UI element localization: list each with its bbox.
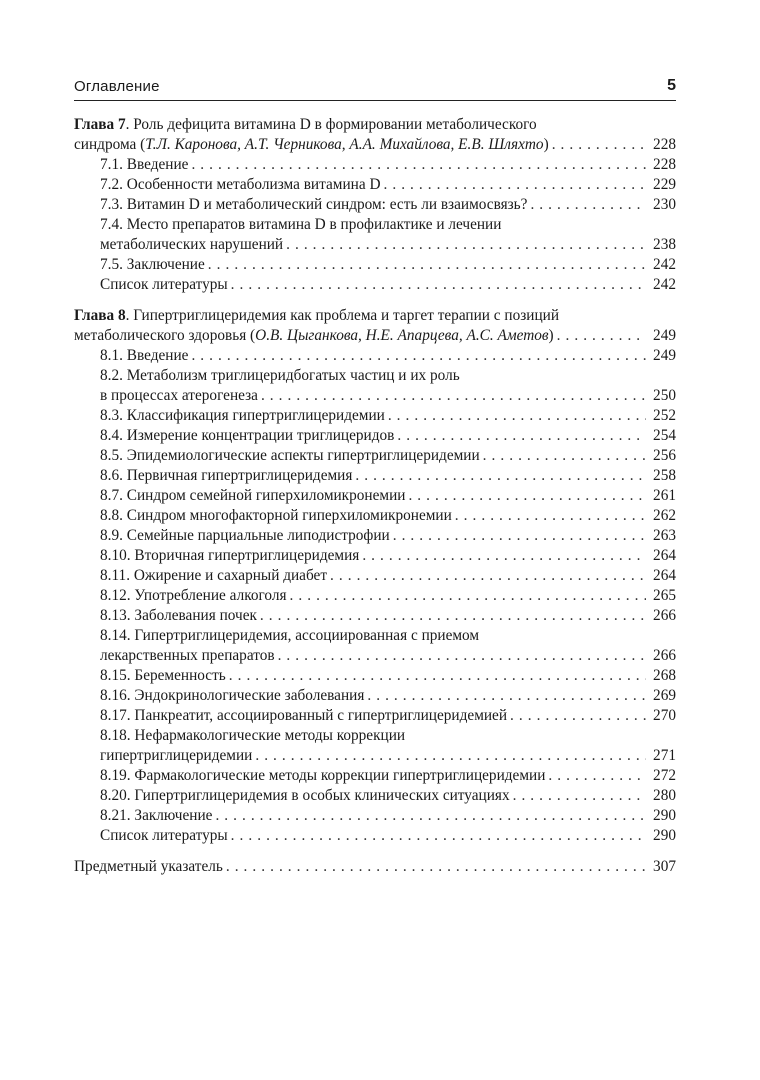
entry-title: 8.16. Эндокринологические заболевания bbox=[100, 687, 365, 704]
page-number: 229 bbox=[653, 176, 676, 193]
entry-title-line2: лекарственных препаратов bbox=[100, 647, 275, 664]
page-number: 242 bbox=[653, 276, 676, 293]
toc-entry[interactable] bbox=[74, 446, 676, 466]
toc-entry[interactable] bbox=[74, 806, 676, 826]
page-number: 266 bbox=[653, 647, 676, 664]
toc-entry[interactable] bbox=[74, 486, 676, 506]
toc-entry[interactable] bbox=[74, 426, 676, 446]
entry-title: Список литературы bbox=[100, 827, 228, 844]
page-number: 290 bbox=[653, 827, 676, 844]
chapter-label: Глава 7 bbox=[74, 116, 126, 133]
page-number: 249 bbox=[653, 347, 676, 364]
dot-leader bbox=[548, 766, 646, 786]
dot-leader bbox=[408, 486, 646, 506]
page-number: 256 bbox=[653, 447, 676, 464]
entry-title: 7.1. Введение bbox=[100, 156, 189, 173]
entry-title: 8.5. Эпидемиологические аспекты гипертриглицеридемии bbox=[100, 447, 480, 464]
dot-leader bbox=[231, 275, 646, 295]
toc-entry[interactable] bbox=[74, 786, 676, 806]
page-number: 307 bbox=[653, 858, 676, 875]
dot-leader bbox=[191, 346, 646, 366]
toc-entry[interactable] bbox=[74, 586, 676, 606]
entry-title: 8.20. Гипертриглицеридемия в особых клинических ситуациях bbox=[100, 787, 510, 804]
chapter-title-end: ) bbox=[543, 136, 549, 153]
header-title: Оглавление bbox=[74, 78, 160, 95]
entry-title: 8.12. Употребление алкоголя bbox=[100, 587, 287, 604]
dot-leader bbox=[393, 526, 646, 546]
entry-title: 8.15. Беременность bbox=[100, 667, 226, 684]
entry-title-line1: 8.2. Метаболизм триглицеридбогатых частиц и их роль bbox=[100, 367, 460, 384]
toc-entry[interactable] bbox=[74, 346, 676, 366]
toc-entry[interactable] bbox=[74, 466, 676, 486]
toc-entry[interactable] bbox=[74, 215, 676, 255]
chapter-label: Глава 8 bbox=[74, 307, 126, 324]
dot-leader bbox=[552, 135, 646, 155]
chapter-title-line2: метаболического здоровья ( bbox=[74, 327, 256, 344]
entry-title: 8.17. Панкреатит, ассоциированный с гипертриглицеридемией bbox=[100, 707, 508, 724]
page-number: 269 bbox=[653, 687, 676, 704]
dot-leader bbox=[483, 446, 646, 466]
toc-entry[interactable] bbox=[74, 255, 676, 275]
entry-title: 7.2. Особенности метаболизма витамина D bbox=[100, 176, 381, 193]
entry-title-line1: 8.18. Нефармакологические методы коррекции bbox=[100, 727, 406, 744]
entry-title: 8.1. Введение bbox=[100, 347, 189, 364]
dot-leader bbox=[384, 175, 647, 195]
entry-title: 8.8. Синдром многофакторной гиперхиломикронемии bbox=[100, 507, 452, 524]
entry-title: 7.5. Заключение bbox=[100, 256, 205, 273]
dot-leader bbox=[260, 606, 646, 626]
header-page-number: 5 bbox=[667, 77, 676, 94]
header-rule bbox=[74, 100, 676, 101]
toc-entry-references[interactable] bbox=[74, 826, 676, 846]
dot-leader bbox=[191, 155, 646, 175]
toc-entry[interactable] bbox=[74, 566, 676, 586]
entry-title: 8.6. Первичная гипертриглицеридемия bbox=[100, 467, 353, 484]
entry-title: 7.3. Витамин D и метаболический синдром: есть ли взаимосвязь? bbox=[100, 196, 528, 213]
dot-leader bbox=[362, 546, 646, 566]
entry-title: 8.9. Семейные парциальные липодистрофии bbox=[100, 527, 390, 544]
dot-leader bbox=[261, 386, 646, 406]
entry-title-line2: в процессах атерогенеза bbox=[100, 387, 258, 404]
entry-title: 8.13. Заболевания почек bbox=[100, 607, 257, 624]
page-number: 263 bbox=[653, 527, 676, 544]
page-number: 249 bbox=[653, 327, 676, 344]
entry-title: 8.3. Классификация гипертриглицеридемии bbox=[100, 407, 385, 424]
toc-entry[interactable] bbox=[74, 526, 676, 546]
page-number: 264 bbox=[653, 567, 676, 584]
toc-entry[interactable] bbox=[74, 686, 676, 706]
dot-leader bbox=[397, 426, 646, 446]
toc-chapter-7[interactable] bbox=[74, 115, 676, 155]
chapter-authors: Т.Л. Каронова, А.Т. Черникова, А.А. Михайлова, Е.В. Шляхто bbox=[145, 136, 544, 153]
toc-entry[interactable] bbox=[74, 766, 676, 786]
page-number: 228 bbox=[653, 136, 676, 153]
chapter-title-line1: . Гипертриглицеридемия как проблема и таргет терапии с позиций bbox=[125, 307, 560, 324]
page-number: 266 bbox=[653, 607, 676, 624]
page-number: 280 bbox=[653, 787, 676, 804]
toc-entry[interactable] bbox=[74, 175, 676, 195]
entry-title: 8.4. Измерение концентрации триглицеридов bbox=[100, 427, 395, 444]
page-number: 250 bbox=[653, 387, 676, 404]
toc-entry[interactable] bbox=[74, 195, 676, 215]
page-number: 268 bbox=[653, 667, 676, 684]
toc-entry[interactable] bbox=[74, 155, 676, 175]
chapter-title-line2: синдрома ( bbox=[74, 136, 146, 153]
entry-title: 8.7. Синдром семейной гиперхиломикронемии bbox=[100, 487, 406, 504]
section-gap bbox=[74, 295, 676, 306]
dot-leader bbox=[355, 466, 646, 486]
entry-title: 8.10. Вторичная гипертриглицеридемия bbox=[100, 547, 360, 564]
chapter-title-line1: . Роль дефицита витамина D в формировании метаболического bbox=[125, 116, 537, 133]
dot-leader bbox=[226, 857, 646, 877]
chapter-authors: О.В. Цыганкова, Н.Е. Апарцева, А.С. Аметов bbox=[255, 327, 549, 344]
toc-entry-references[interactable] bbox=[74, 275, 676, 295]
page-number: 290 bbox=[653, 807, 676, 824]
running-header bbox=[74, 78, 676, 98]
entry-title-line1: 7.4. Место препаратов витамина D в профилактике и лечении bbox=[100, 216, 502, 233]
toc-subject-index[interactable] bbox=[74, 857, 676, 877]
page-number: 261 bbox=[653, 487, 676, 504]
page-number: 264 bbox=[653, 547, 676, 564]
dot-leader bbox=[388, 406, 646, 426]
dot-leader bbox=[278, 646, 646, 666]
entry-title: Список литературы bbox=[100, 276, 228, 293]
page-number: 230 bbox=[653, 196, 676, 213]
entry-title-line1: 8.14. Гипертриглицеридемия, ассоциированная с приемом bbox=[100, 627, 480, 644]
toc-entry[interactable] bbox=[74, 706, 676, 726]
toc-entry[interactable] bbox=[74, 626, 676, 666]
toc-entry[interactable] bbox=[74, 606, 676, 626]
page-number: 272 bbox=[653, 767, 676, 784]
dot-leader bbox=[510, 706, 646, 726]
toc-entry[interactable] bbox=[74, 546, 676, 566]
dot-leader bbox=[290, 586, 646, 606]
dot-leader bbox=[367, 686, 646, 706]
dot-leader bbox=[255, 746, 646, 766]
page-number: 262 bbox=[653, 507, 676, 524]
entry-title-line2: гипертриглицеридемии bbox=[100, 747, 253, 764]
entry-title: 8.21. Заключение bbox=[100, 807, 213, 824]
dot-leader bbox=[215, 806, 646, 826]
toc-entry[interactable] bbox=[74, 666, 676, 686]
entry-title-line2: метаболических нарушений bbox=[100, 236, 284, 253]
dot-leader bbox=[530, 195, 646, 215]
page-number: 254 bbox=[653, 427, 676, 444]
page-number: 258 bbox=[653, 467, 676, 484]
entry-title: 8.19. Фармакологические методы коррекции гипертриглицеридемии bbox=[100, 767, 546, 784]
dot-leader bbox=[513, 786, 646, 806]
toc-chapter-8[interactable] bbox=[74, 306, 676, 346]
dot-leader bbox=[455, 506, 646, 526]
dot-leader bbox=[330, 566, 646, 586]
toc-entry[interactable] bbox=[74, 366, 676, 406]
toc-entry[interactable] bbox=[74, 506, 676, 526]
page-number: 242 bbox=[653, 256, 676, 273]
page-number: 238 bbox=[653, 236, 676, 253]
toc-entry[interactable] bbox=[74, 726, 676, 766]
page-number: 270 bbox=[653, 707, 676, 724]
table-of-contents bbox=[74, 115, 676, 877]
page-number: 265 bbox=[653, 587, 676, 604]
page-number: 271 bbox=[653, 747, 676, 764]
toc-entry[interactable] bbox=[74, 406, 676, 426]
chapter-title-end: ) bbox=[548, 327, 554, 344]
section-gap bbox=[74, 846, 676, 857]
entry-title: 8.11. Ожирение и сахарный диабет bbox=[100, 567, 328, 584]
dot-leader bbox=[286, 235, 646, 255]
dot-leader bbox=[231, 826, 646, 846]
dot-leader bbox=[208, 255, 646, 275]
page-number: 252 bbox=[653, 407, 676, 424]
dot-leader bbox=[557, 326, 646, 346]
page-number: 228 bbox=[653, 156, 676, 173]
entry-title: Предметный указатель bbox=[74, 858, 223, 875]
dot-leader bbox=[229, 666, 646, 686]
